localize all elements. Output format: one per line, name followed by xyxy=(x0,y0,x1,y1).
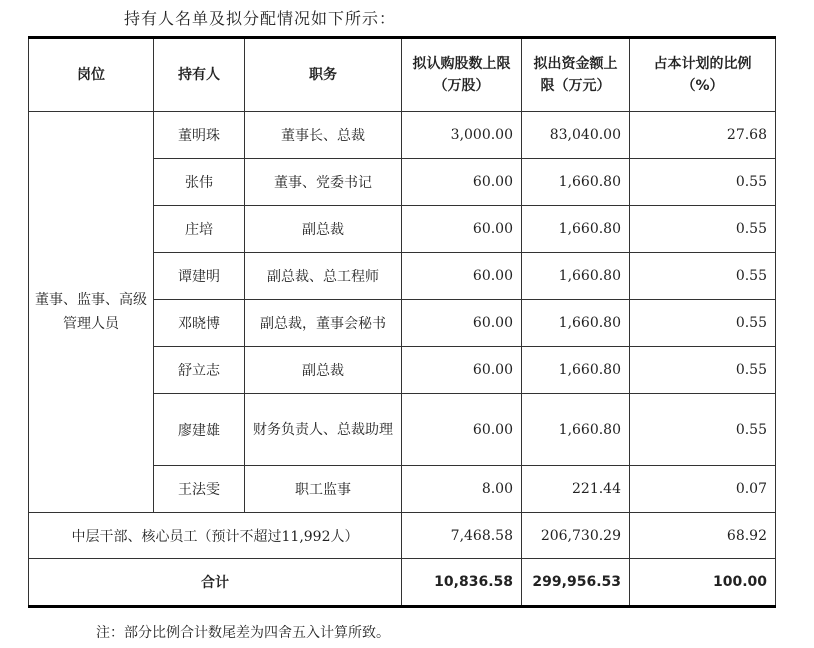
holder-shares: 60.00 xyxy=(402,253,522,300)
holder-funds: 221.44 xyxy=(522,466,630,513)
middle-staff-row xyxy=(29,513,776,559)
header-ratio: 占本计划的比例（%） xyxy=(630,38,776,112)
total-ratio: 100.00 xyxy=(630,559,776,607)
holder-name: 谭建明 xyxy=(154,253,245,300)
holder-shares: 60.00 xyxy=(402,300,522,347)
header-holder: 持有人 xyxy=(154,38,245,112)
middle-staff-ratio: 68.92 xyxy=(630,513,776,559)
holder-funds: 1,660.80 xyxy=(522,253,630,300)
total-shares: 10,836.58 xyxy=(402,559,522,607)
holder-funds: 1,660.80 xyxy=(522,347,630,394)
holder-duty: 副总裁 xyxy=(245,347,402,394)
header-duty: 职务 xyxy=(245,38,402,112)
holder-duty: 副总裁 xyxy=(245,206,402,253)
header-shares: 拟认购股数上限（万股） xyxy=(402,38,522,112)
holder-ratio: 0.55 xyxy=(630,347,776,394)
header-funds: 拟出资金额上限（万元） xyxy=(522,38,630,112)
holder-funds: 1,660.80 xyxy=(522,300,630,347)
holder-duty: 董事、党委书记 xyxy=(245,159,402,206)
holder-shares: 8.00 xyxy=(402,466,522,513)
holder-shares: 60.00 xyxy=(402,394,522,466)
holder-duty: 董事长、总裁 xyxy=(245,112,402,159)
holder-shares: 3,000.00 xyxy=(402,112,522,159)
total-row xyxy=(29,559,776,607)
holder-shares: 60.00 xyxy=(402,159,522,206)
holder-name: 邓晓博 xyxy=(154,300,245,347)
holder-name: 张伟 xyxy=(154,159,245,206)
holder-name: 庄培 xyxy=(154,206,245,253)
holder-ratio: 0.55 xyxy=(630,300,776,347)
holder-duty: 副总裁，董事会秘书 xyxy=(245,300,402,347)
holder-ratio: 27.68 xyxy=(630,112,776,159)
holder-funds: 1,660.80 xyxy=(522,206,630,253)
middle-staff-shares: 7,468.58 xyxy=(402,513,522,559)
holder-shares: 60.00 xyxy=(402,347,522,394)
holder-funds: 1,660.80 xyxy=(522,159,630,206)
holder-funds: 83,040.00 xyxy=(522,112,630,159)
total-label: 合计 xyxy=(29,559,402,607)
holder-name: 廖建雄 xyxy=(154,394,245,466)
total-funds: 299,956.53 xyxy=(522,559,630,607)
holder-ratio: 0.07 xyxy=(630,466,776,513)
table-row xyxy=(29,112,776,159)
holder-name: 王法雯 xyxy=(154,466,245,513)
holder-funds: 1,660.80 xyxy=(522,394,630,466)
intro-text: 持有人名单及拟分配情况如下所示： xyxy=(124,9,397,28)
holder-duty: 职工监事 xyxy=(245,466,402,513)
holder-ratio: 0.55 xyxy=(630,394,776,466)
group-label-cell: 董事、监事、高级管理人员 xyxy=(29,112,154,513)
holder-duty: 副总裁、总工程师 xyxy=(245,253,402,300)
holder-name: 舒立志 xyxy=(154,347,245,394)
holder-ratio: 0.55 xyxy=(630,206,776,253)
header-position: 岗位 xyxy=(29,38,154,112)
holder-name: 董明珠 xyxy=(154,112,245,159)
table-header-row xyxy=(29,38,776,112)
holder-ratio: 0.55 xyxy=(630,159,776,206)
middle-staff-label: 中层干部、核心员工（预计不超过11,992人） xyxy=(29,513,402,559)
footnote: 注：部分比例合计数尾差为四舍五入计算所致。 xyxy=(96,625,390,641)
holder-duty: 财务负责人、总裁助理 xyxy=(245,394,402,466)
middle-staff-funds: 206,730.29 xyxy=(522,513,630,559)
holder-table xyxy=(28,36,776,608)
holder-shares: 60.00 xyxy=(402,206,522,253)
holder-ratio: 0.55 xyxy=(630,253,776,300)
